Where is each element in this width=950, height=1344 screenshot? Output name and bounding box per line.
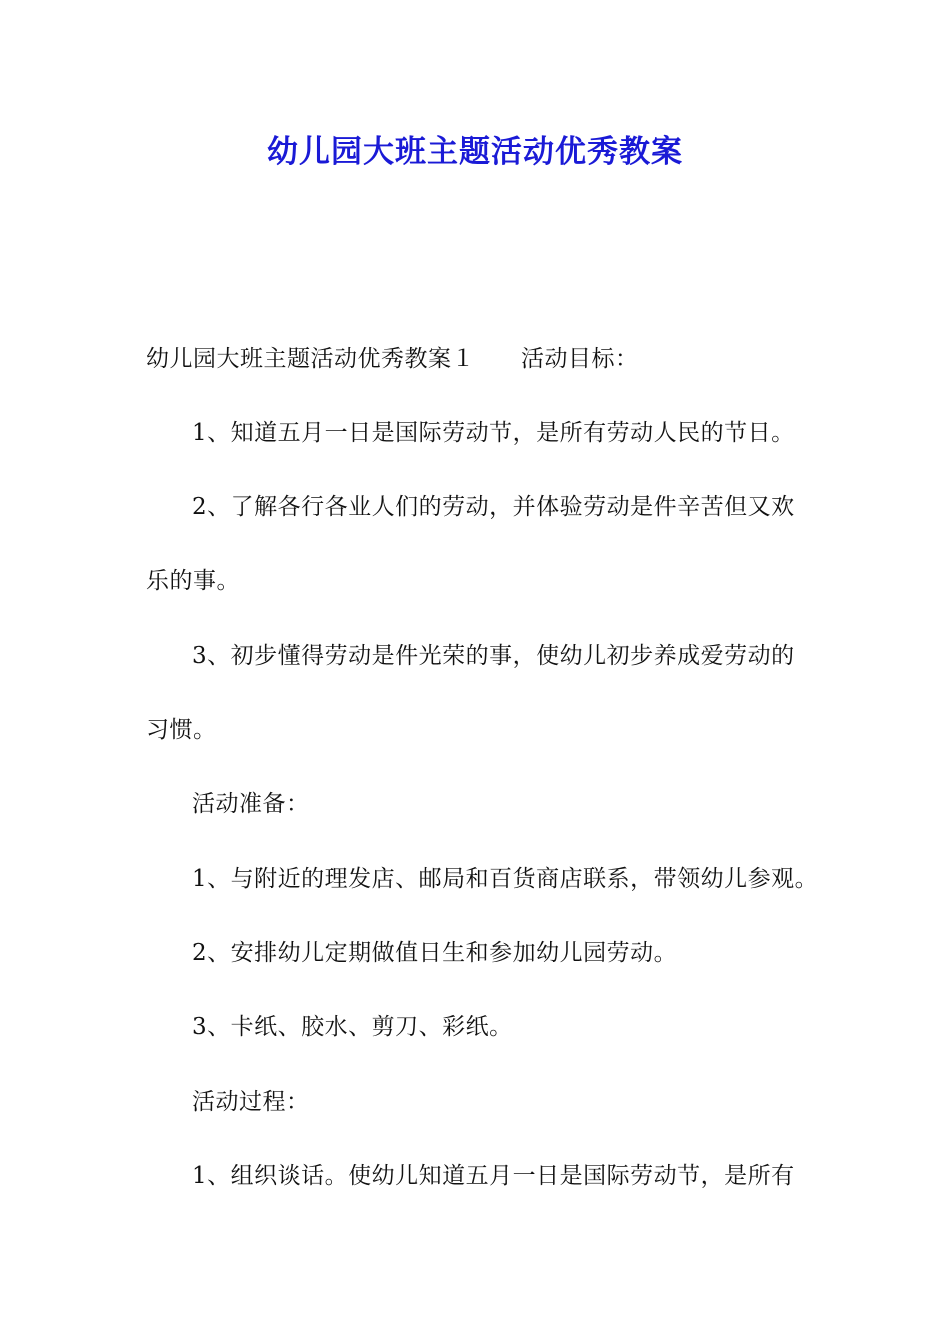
objective-item-2: 2、了解各行各业人们的劳动，并体验劳动是件辛苦但又欢 (192, 494, 795, 520)
paragraph-line (146, 343, 639, 375)
section-heading-1: 幼儿园大班主题活动优秀教案１ (146, 346, 475, 372)
objective-item-2-cont: 乐的事。 (146, 568, 240, 594)
process-heading: 活动过程： (192, 1089, 310, 1115)
document-title: 幼儿园大班主题活动优秀教案 (267, 134, 683, 170)
process-item-1: 1、组织谈话。使幼儿知道五月一日是国际劳动节，是所有 (192, 1163, 795, 1189)
objective-item-3-cont: 习惯。 (146, 717, 217, 743)
objective-item-3: 3、初步懂得劳动是件光荣的事，使幼儿初步养成爱劳动的 (192, 643, 795, 669)
preparation-item-3: 3、卡纸、胶水、剪刀、彩纸。 (192, 1014, 513, 1040)
objective-item-1: 1、知道五月一日是国际劳动节，是所有劳动人民的节日。 (192, 420, 795, 446)
objectives-heading: 活动目标： (521, 346, 639, 372)
preparation-item-1: 1、与附近的理发店、邮局和百货商店联系，带领幼儿参观。 (192, 866, 819, 892)
preparation-heading: 活动准备： (192, 791, 310, 817)
preparation-item-2: 2、安排幼儿定期做值日生和参加幼儿园劳动。 (192, 940, 678, 966)
